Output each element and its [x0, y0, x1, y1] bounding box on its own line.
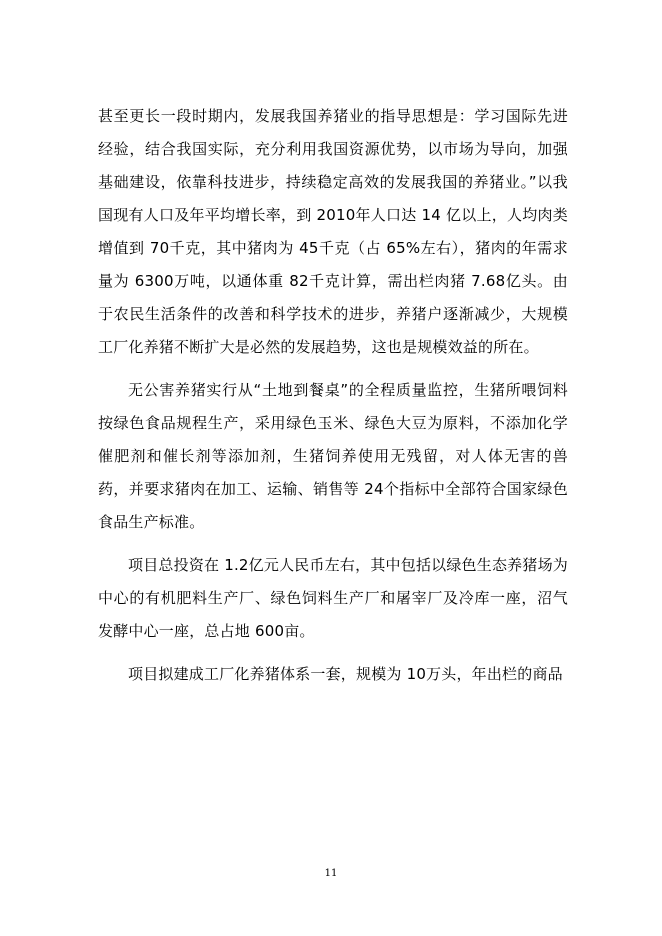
paragraph-factory-system: 项目拟建成工厂化养猪体系一套，规模为 10万头，年出栏的商品 [128, 665, 563, 683]
page-number: 11 [324, 868, 338, 879]
body-text [98, 100, 568, 691]
paragraph-total-investment: 项目总投资在 1.2亿元人民币左右，其中包括以绿色生态养猪场为中心的有机肥料生产厂、绿色饲料生产厂和屠宰厂及冷库一座，沼气发酵中心一座，总占地 600亩。 [98, 556, 568, 640]
paragraph-pollution-free-pig-raising: 无公害养猪实行从“土地到餐桌”的全程质量监控，生猪所喂饲料按绿色食品规程生产，采用绿色玉米、绿色大豆为原料，不添加化学催肥剂和催长剂等添加剂，生猪饲养使用无残留，对人体无害的兽药，并要求猪肉在加工、运输、销售等 24个指标中全部符合国家绿色食品生产标准。 [98, 381, 568, 531]
paragraph-continuation: 甚至更长一段时期内，发展我国养猪业的指导思想是：学习国际先进经验，结合我国实际，充分利用我国资源优势，以市场为导向，加强基础建设，依靠科技进步，持续稳定高效的发展我国的养猪业。”以我国现有人口及年平均增长率，到 2010年人口达 14 亿以上，人均肉类增值到 70千克，其中猪肉为 45千克（占 65%左右），猪肉的年需求量为 6300万吨，以通体重 82千克计算，需出栏肉猪 7.68亿头。由于农民生活条件的改善和科学技术的进步，养猪户逐渐减少，大规模工厂化养猪不断扩大是必然的发展趋势，这也是规模效益的所在。 [98, 107, 568, 356]
